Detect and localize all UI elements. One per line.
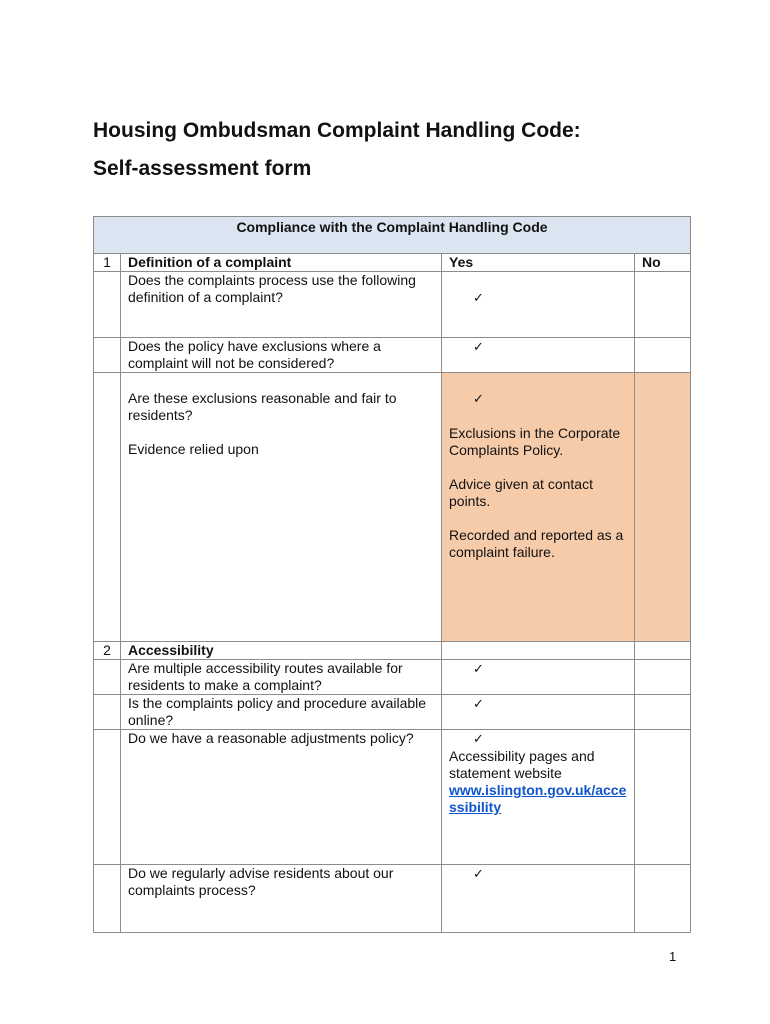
column-no: No	[635, 254, 691, 272]
evidence-text: Advice given at contact points.	[449, 476, 593, 509]
section-number: 2	[94, 642, 121, 660]
section-1-heading-row	[94, 254, 691, 272]
question-cell: Are multiple accessibility routes available for residents to make a complaint?	[121, 660, 442, 695]
no-cell	[635, 660, 691, 695]
page-number: 1	[669, 949, 677, 964]
yes-cell	[442, 272, 635, 338]
column-yes: Yes	[442, 254, 635, 272]
evidence-text: Exclusions in the Corporate Complaints Policy.	[449, 425, 621, 458]
check-icon: ✓	[473, 697, 484, 712]
question-cell: Do we regularly advise residents about our complaints process?	[121, 865, 442, 933]
no-cell	[635, 272, 691, 338]
check-icon: ✓	[473, 291, 484, 306]
no-cell	[635, 730, 691, 865]
check-icon: ✓	[473, 340, 484, 355]
section-2-heading-row	[94, 642, 691, 660]
evidence-text: Recorded and reported as a complaint failure.	[449, 527, 624, 560]
table-row	[94, 695, 691, 730]
question-text: Are these exclusions reasonable and fair to residents?	[128, 390, 397, 423]
accessibility-link[interactable]: www.islington.gov.uk/accessibility	[449, 782, 627, 815]
no-cell	[635, 338, 691, 373]
check-icon: ✓	[473, 392, 484, 407]
check-icon: ✓	[473, 867, 484, 882]
table-row	[94, 338, 691, 373]
yes-cell	[442, 695, 635, 730]
check-icon: ✓	[473, 662, 484, 677]
question-cell	[121, 373, 442, 642]
title-line-1: Housing Ombudsman Complaint Handling Code:	[93, 119, 581, 142]
evidence-text: Accessibility pages and statement website	[449, 748, 595, 781]
yes-cell	[442, 338, 635, 373]
no-cell	[635, 373, 691, 642]
no-cell	[635, 695, 691, 730]
table-row	[94, 373, 691, 642]
table-row	[94, 660, 691, 695]
table-row	[94, 865, 691, 933]
section-heading: Accessibility	[121, 642, 442, 660]
section-heading: Definition of a complaint	[121, 254, 442, 272]
yes-cell	[442, 865, 635, 933]
title-line-2: Self-assessment form	[93, 157, 312, 180]
yes-cell	[442, 730, 635, 865]
table-header: Compliance with the Complaint Handling Code	[94, 217, 691, 254]
question-cell: Is the complaints policy and procedure available online?	[121, 695, 442, 730]
page-title	[93, 112, 713, 188]
evidence-cell	[442, 373, 635, 642]
compliance-table	[93, 216, 691, 933]
question-cell: Does the complaints process use the following definition of a complaint?	[121, 272, 442, 338]
check-icon: ✓	[473, 732, 484, 747]
evidence-label: Evidence relied upon	[128, 441, 259, 457]
table-row	[94, 730, 691, 865]
table-header-row	[94, 217, 691, 254]
section-number: 1	[94, 254, 121, 272]
yes-cell	[442, 660, 635, 695]
table-row	[94, 272, 691, 338]
question-cell: Does the policy have exclusions where a complaint will not be considered?	[121, 338, 442, 373]
question-cell: Do we have a reasonable adjustments policy?	[121, 730, 442, 865]
no-cell	[635, 865, 691, 933]
